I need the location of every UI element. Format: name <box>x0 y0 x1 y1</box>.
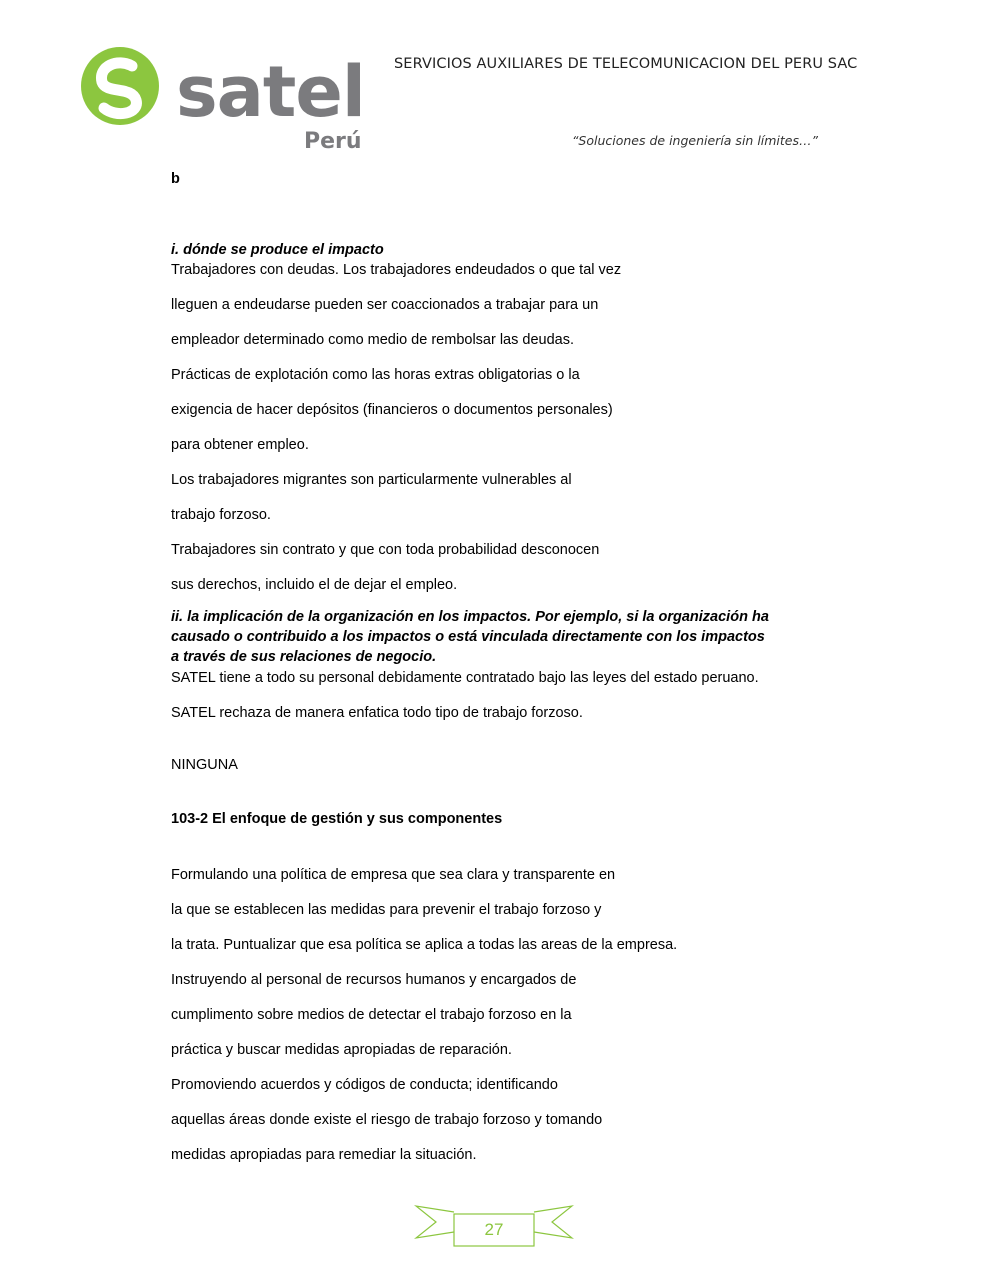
section3-line: medidas apropiadas para remediar la situación. <box>171 1147 477 1163</box>
section3-line: la trata. Puntualizar que esa política se aplica a todas las areas de la empresa. <box>171 937 678 953</box>
logo-wordmark: satel <box>176 51 365 133</box>
logo-subtext: Perú <box>304 129 362 152</box>
section3-line: Promoviendo acuerdos y códigos de conducta; identificando <box>171 1077 558 1093</box>
section1-line: empleador determinado como medio de rembolsar las deudas. <box>171 332 574 348</box>
section2-line: SATEL rechaza de manera enfatica todo tipo de trabajo forzoso. <box>171 705 583 721</box>
section2-heading-line: causado o contribuido a los impactos o está vinculada directamente con los impactos <box>171 629 765 645</box>
section3-line: práctica y buscar medidas apropiadas de reparación. <box>171 1042 512 1058</box>
section1-line: exigencia de hacer depósitos (financieros o documentos personales) <box>171 402 613 418</box>
section3-line: la que se establecen las medidas para prevenir el trabajo forzoso y <box>171 902 602 918</box>
section-marker: b <box>171 171 180 187</box>
company-slogan: “Soluciones de ingeniería sin límites…” <box>571 133 818 148</box>
page-number: 27 <box>484 1220 504 1239</box>
section1-heading: i. dónde se produce el impacto <box>171 242 384 258</box>
section1-line: Trabajadores con deudas. Los trabajadores endeudados o que tal vez <box>171 262 622 278</box>
section2-heading-line: a través de sus relaciones de negocio. <box>171 649 437 665</box>
section1-line: Prácticas de explotación como las horas extras obligatorias o la <box>171 367 580 383</box>
company-name: SERVICIOS AUXILIARES DE TELECOMUNICACION DEL PERU SAC <box>394 56 858 72</box>
section3-line: Formulando una política de empresa que sea clara y transparente en <box>171 867 616 883</box>
section3-heading: 103-2 El enfoque de gestión y sus componentes <box>171 811 503 827</box>
section1-line: trabajo forzoso. <box>171 507 271 523</box>
satel-logo <box>80 44 370 152</box>
section1-line: sus derechos, incluido el de dejar el empleo. <box>171 577 458 593</box>
section2-line: SATEL tiene a todo su personal debidamente contratado bajo las leyes del estado peruano. <box>171 670 759 686</box>
section3-line: Instruyendo al personal de recursos humanos y encargados de <box>171 972 577 988</box>
section1-line: lleguen a endeudarse pueden ser coaccionados a trabajar para un <box>171 297 599 313</box>
section1-line: para obtener empleo. <box>171 437 309 453</box>
section3-line: aquellas áreas donde existe el riesgo de trabajo forzoso y tomando <box>171 1112 603 1128</box>
section1-line: Trabajadores sin contrato y que con toda probabilidad desconocen <box>171 542 600 558</box>
section2-heading-line: ii. la implicación de la organización en los impactos. Por ejemplo, si la organización ha <box>171 609 769 625</box>
section3-line: cumplimento sobre medios de detectar el trabajo forzoso en la <box>171 1007 572 1023</box>
ninguna-text: NINGUNA <box>171 757 238 773</box>
section1-line: Los trabajadores migrantes son particularmente vulnerables al <box>171 472 572 488</box>
